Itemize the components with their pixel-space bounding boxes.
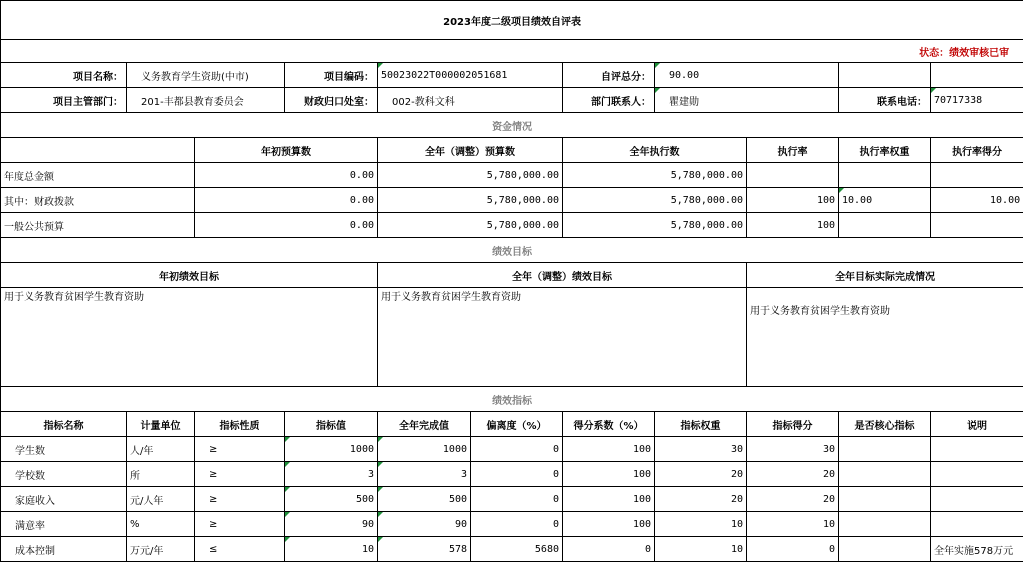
- indicator-name: 学生数: [1, 437, 127, 462]
- funds-weight: 10.00: [839, 188, 931, 213]
- indicator-header: 指标权重: [655, 412, 747, 437]
- funds-executed: 5,780,000.00: [563, 163, 747, 188]
- indicator-name: 成本控制: [1, 537, 127, 562]
- indicator-core: [839, 437, 931, 462]
- funds-header: 全年（调整）预算数: [378, 138, 563, 163]
- funds-rate: 100: [747, 188, 839, 213]
- funds-score: 10.00: [931, 188, 1023, 213]
- phone-label: 联系电话：: [839, 88, 931, 113]
- indicator-actual: 578: [378, 537, 471, 562]
- phone-value: 70717338: [931, 88, 1023, 113]
- funds-header: 年初预算数: [195, 138, 378, 163]
- indicator-nature: ≥: [195, 512, 285, 537]
- indicator-core: [839, 512, 931, 537]
- funds-row: [1, 213, 1023, 238]
- indicator-target: 10: [285, 537, 378, 562]
- indicator-header: 偏离度（%）: [471, 412, 563, 437]
- finance-value: 002-教科文科: [378, 88, 563, 113]
- indicator-target: 500: [285, 487, 378, 512]
- indicator-actual: 1000: [378, 437, 471, 462]
- indicator-coef: 100: [563, 462, 655, 487]
- empty-cell: [1, 138, 195, 163]
- project-name-label: 项目名称：: [1, 63, 127, 88]
- project-code-label: 项目编码：: [285, 63, 378, 88]
- indicator-core: [839, 537, 931, 562]
- indicator-header: 说明: [931, 412, 1023, 437]
- info-row-1: [1, 63, 1023, 88]
- project-name-value: 义务教育学生资助(中市): [127, 63, 285, 88]
- funds-rate: 100: [747, 213, 839, 238]
- project-code-value: 50023022T000002051681: [378, 63, 563, 88]
- goals-header: 全年目标实际完成情况: [747, 263, 1023, 288]
- indicator-target: 90: [285, 512, 378, 537]
- indicator-weight: 20: [655, 462, 747, 487]
- indicator-nature: ≥: [195, 437, 285, 462]
- indicator-coef: 100: [563, 437, 655, 462]
- funds-row-name: 其中：财政拨款: [1, 188, 195, 213]
- indicator-deviation: 0: [471, 437, 563, 462]
- indicator-header: 得分系数（%）: [563, 412, 655, 437]
- indicator-note: [931, 512, 1023, 537]
- indicator-deviation: 0: [471, 462, 563, 487]
- funds-row: [1, 188, 1023, 213]
- indicator-header: 全年完成值: [378, 412, 471, 437]
- funds-weight: [839, 213, 931, 238]
- indicator-note: [931, 437, 1023, 462]
- funds-header: 执行率权重: [839, 138, 931, 163]
- funds-adjusted: 5,780,000.00: [378, 213, 563, 238]
- indicator-coef: 100: [563, 512, 655, 537]
- dept-value: 201-丰都县教育委员会: [127, 88, 285, 113]
- indicator-unit: %: [127, 512, 195, 537]
- indicator-actual: 90: [378, 512, 471, 537]
- indicator-weight: 10: [655, 537, 747, 562]
- indicator-weight: 30: [655, 437, 747, 462]
- goals-value-row: [1, 288, 1023, 387]
- page-title: 2023年度二级项目绩效自评表: [1, 1, 1023, 40]
- indicator-coef: 0: [563, 537, 655, 562]
- indicator-header: 指标得分: [747, 412, 839, 437]
- info-row-2: [1, 88, 1023, 113]
- indicator-unit: 所: [127, 462, 195, 487]
- contact-value: 瞿建勋: [655, 88, 839, 113]
- indicator-note: [931, 462, 1023, 487]
- indicator-deviation: 0: [471, 487, 563, 512]
- funds-header: 执行率得分: [931, 138, 1023, 163]
- empty-cell: [931, 63, 1023, 88]
- indicator-score: 20: [747, 462, 839, 487]
- indicator-nature: ≥: [195, 462, 285, 487]
- funds-rate: [747, 163, 839, 188]
- indicator-header: 计量单位: [127, 412, 195, 437]
- goals-header-row: [1, 263, 1023, 288]
- indicator-core: [839, 487, 931, 512]
- funds-initial: 0.00: [195, 163, 378, 188]
- goal-adjusted: 用于义务教育贫困学生教育资助: [378, 288, 747, 387]
- status-badge: 状态：绩效审核已审: [1, 40, 1023, 63]
- indicator-name: 满意率: [1, 512, 127, 537]
- indicator-core: [839, 462, 931, 487]
- indicator-header: 指标性质: [195, 412, 285, 437]
- indicator-unit: 人/年: [127, 437, 195, 462]
- contact-label: 部门联系人：: [563, 88, 655, 113]
- funds-row: [1, 163, 1023, 188]
- indicator-note: 全年实施578万元: [931, 537, 1023, 562]
- funds-executed: 5,780,000.00: [563, 213, 747, 238]
- funds-initial: 0.00: [195, 188, 378, 213]
- indicator-note: [931, 487, 1023, 512]
- funds-row-name: 一般公共预算: [1, 213, 195, 238]
- indicator-score: 20: [747, 487, 839, 512]
- indicator-target: 1000: [285, 437, 378, 462]
- funds-score: [931, 213, 1023, 238]
- indicator-row: [1, 537, 1023, 562]
- indicator-name: 学校数: [1, 462, 127, 487]
- indicator-header: 指标名称: [1, 412, 127, 437]
- self-score-label: 自评总分：: [563, 63, 655, 88]
- finance-label: 财政归口处室：: [285, 88, 378, 113]
- funds-adjusted: 5,780,000.00: [378, 188, 563, 213]
- indicator-header: 是否核心指标: [839, 412, 931, 437]
- indicator-target: 3: [285, 462, 378, 487]
- funds-score: [931, 163, 1023, 188]
- indicator-score: 30: [747, 437, 839, 462]
- indicator-name: 家庭收入: [1, 487, 127, 512]
- indicator-actual: 500: [378, 487, 471, 512]
- goals-header: 全年（调整）绩效目标: [378, 263, 747, 288]
- funds-header: 执行率: [747, 138, 839, 163]
- funds-initial: 0.00: [195, 213, 378, 238]
- indicator-deviation: 5680: [471, 537, 563, 562]
- indicators-section-title: 绩效指标: [1, 387, 1023, 412]
- indicator-weight: 20: [655, 487, 747, 512]
- goals-header: 年初绩效目标: [1, 263, 378, 288]
- dept-label: 项目主管部门：: [1, 88, 127, 113]
- indicator-score: 0: [747, 537, 839, 562]
- indicator-coef: 100: [563, 487, 655, 512]
- indicator-score: 10: [747, 512, 839, 537]
- indicator-row: [1, 487, 1023, 512]
- goal-initial: 用于义务教育贫困学生教育资助: [1, 288, 378, 387]
- indicator-nature: ≤: [195, 537, 285, 562]
- funds-header: 全年执行数: [563, 138, 747, 163]
- funds-weight: [839, 163, 931, 188]
- indicator-row: [1, 462, 1023, 487]
- funds-executed: 5,780,000.00: [563, 188, 747, 213]
- indicator-unit: 万元/年: [127, 537, 195, 562]
- indicator-actual: 3: [378, 462, 471, 487]
- funds-row-name: 年度总金额: [1, 163, 195, 188]
- funds-section-title: 资金情况: [1, 113, 1023, 138]
- indicators-header-row: [1, 412, 1023, 437]
- indicator-header: 指标值: [285, 412, 378, 437]
- indicator-deviation: 0: [471, 512, 563, 537]
- indicator-row: [1, 512, 1023, 537]
- indicator-nature: ≥: [195, 487, 285, 512]
- empty-cell: [839, 63, 931, 88]
- indicator-unit: 元/人年: [127, 487, 195, 512]
- funds-header-row: [1, 138, 1023, 163]
- funds-adjusted: 5,780,000.00: [378, 163, 563, 188]
- indicator-row: [1, 437, 1023, 462]
- goal-actual: 用于义务教育贫困学生教育资助: [747, 288, 1023, 387]
- goals-section-title: 绩效目标: [1, 238, 1023, 263]
- indicator-weight: 10: [655, 512, 747, 537]
- self-score-value: 90.00: [655, 63, 839, 88]
